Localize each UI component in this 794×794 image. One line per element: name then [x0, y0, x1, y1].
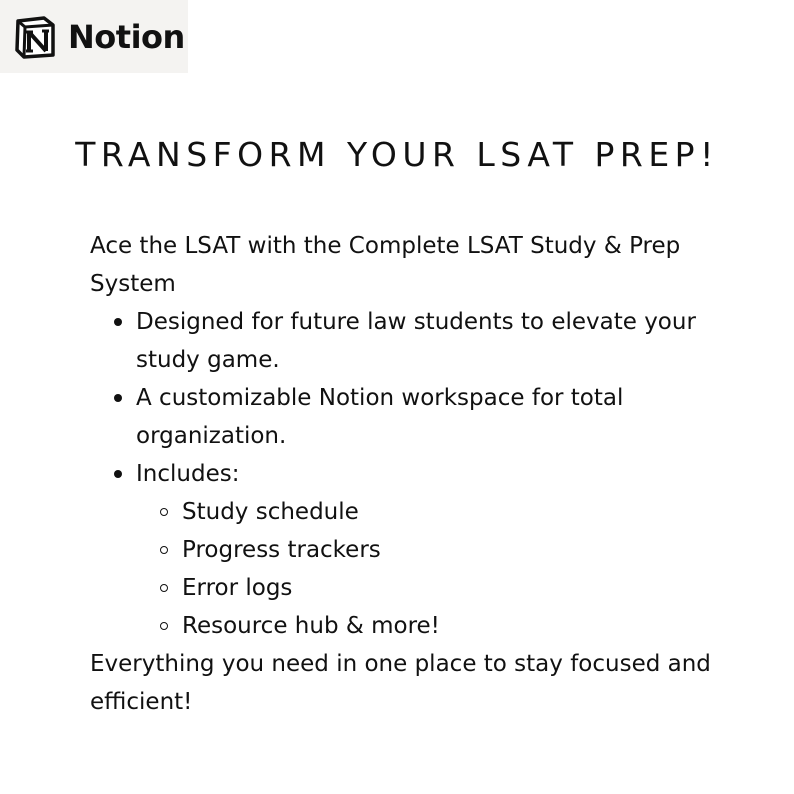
- description-block: [90, 227, 730, 721]
- includes-list: [90, 493, 730, 645]
- bullet-icon: [114, 318, 122, 326]
- includes-text: Progress trackers: [182, 537, 381, 563]
- feature-text: Includes:: [136, 461, 240, 487]
- circle-bullet-icon: [160, 622, 168, 630]
- circle-bullet-icon: [160, 508, 168, 516]
- includes-item: [90, 493, 730, 531]
- includes-text: Resource hub & more!: [182, 613, 440, 639]
- bullet-icon: [114, 470, 122, 478]
- feature-text: A customizable Notion workspace for total organization.: [136, 385, 624, 449]
- includes-item: [90, 569, 730, 607]
- bullet-icon: [114, 394, 122, 402]
- feature-text: Designed for future law students to elevate your study game.: [136, 309, 696, 373]
- circle-bullet-icon: [160, 584, 168, 592]
- closing-text: Everything you need in one place to stay focused and efficient!: [90, 651, 711, 715]
- circle-bullet-icon: [160, 546, 168, 554]
- intro-text: Ace the LSAT with the Complete LSAT Study & Prep System: [90, 233, 681, 297]
- feature-item: [90, 379, 730, 455]
- includes-text: Study schedule: [182, 499, 359, 525]
- includes-item: [90, 607, 730, 645]
- notion-logo-banner: [0, 0, 188, 73]
- feature-list: [90, 303, 730, 493]
- notion-logo-icon: [14, 15, 56, 59]
- feature-item: [90, 303, 730, 379]
- notion-wordmark: Notion: [68, 18, 185, 56]
- feature-item: [90, 455, 730, 493]
- includes-text: Error logs: [182, 575, 293, 601]
- page-headline: TRANSFORM YOUR LSAT PREP!: [75, 135, 719, 174]
- includes-item: [90, 531, 730, 569]
